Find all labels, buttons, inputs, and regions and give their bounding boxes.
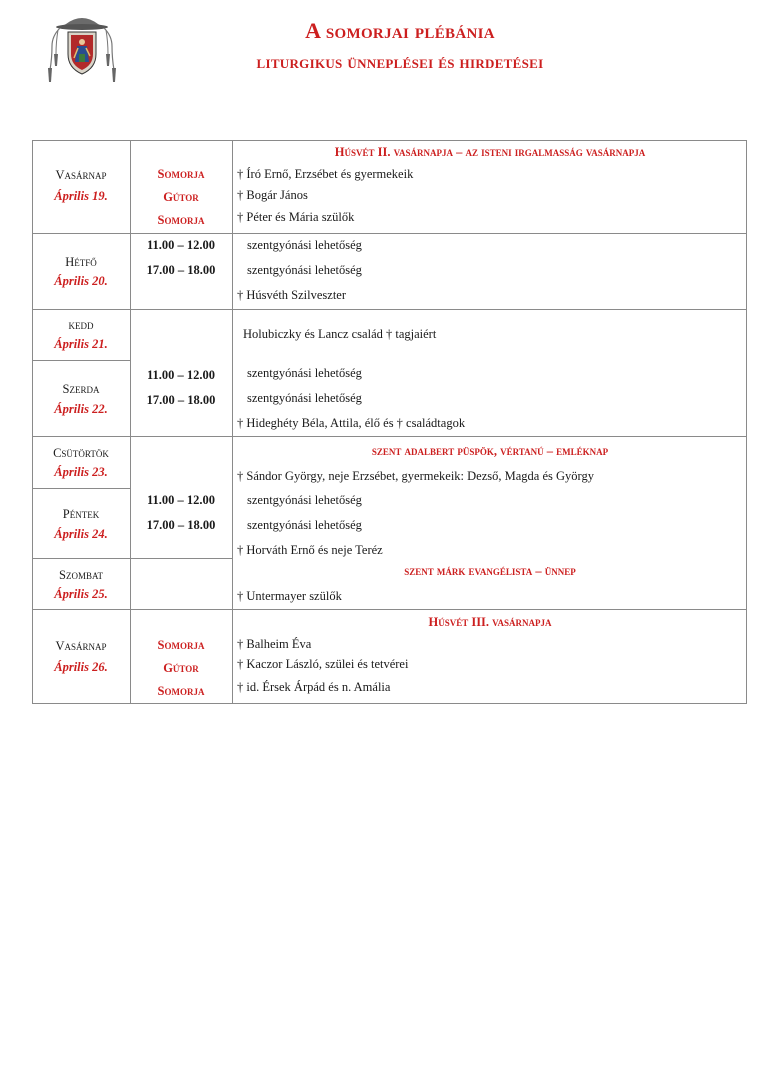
parish-subtitle: liturgikus ünneplései és hirdetései: [256, 52, 544, 72]
day-name: Péntek: [62, 507, 100, 521]
mass-place: Somorja: [157, 684, 205, 698]
time-slot: 17.00 – 18.00: [146, 263, 216, 277]
day-date: Április 22.: [54, 402, 108, 416]
day-name: Vasárnap: [55, 168, 107, 182]
mass-intention: † Húsvéth Szilveszter: [237, 288, 347, 302]
mass-place: Somorja: [157, 167, 205, 181]
feast-heading-text: szent márk evangélista – ünnep: [404, 564, 576, 578]
mass-place: Gútor: [163, 190, 199, 204]
feast-heading: [233, 614, 747, 630]
parish-crest-logo: [44, 10, 120, 84]
day-name: Vasárnap: [55, 639, 107, 653]
feast-heading: [233, 443, 747, 459]
day-name: Szerda: [62, 382, 100, 396]
feast-heading: [233, 563, 747, 579]
row-divider: [32, 436, 747, 437]
table-border-top: [32, 140, 747, 141]
confession-note: szentgyónási lehetőség: [247, 391, 362, 405]
table-border-bottom: [32, 703, 747, 704]
time-slot: 11.00 – 12.00: [146, 493, 216, 507]
day-divider: [32, 488, 130, 489]
mass-intention: † Balheim Éva: [237, 637, 312, 651]
time-slot: 11.00 – 12.00: [146, 368, 216, 382]
mass-intention: † Horváth Ernő és neje Teréz: [237, 543, 383, 557]
mass-intention: † Kaczor László, szülei és tetvérei: [237, 657, 409, 671]
day-name: Csütörtök: [53, 446, 109, 460]
day-name: Szombat: [59, 568, 103, 582]
mass-intention: † Író Ernő, Erzsébet és gyermekeik: [237, 167, 414, 181]
row-divider: [32, 233, 747, 234]
day-date: Április 20.: [54, 274, 108, 288]
day-date: Április 24.: [54, 527, 108, 541]
schedule-table: [32, 140, 747, 704]
mass-intention: † Untermayer szülők: [237, 589, 342, 603]
mass-intention: † Hideghéty Béla, Attila, élő és † családtagok: [237, 416, 466, 430]
mass-place: Gútor: [163, 661, 199, 675]
parish-title: A somorjai plébánia: [305, 18, 495, 43]
day-divider: [32, 360, 130, 361]
day-name: Hétfő: [65, 255, 97, 269]
mass-place: Somorja: [157, 213, 205, 227]
day-name: kedd: [68, 318, 94, 332]
mass-intention: † id. Érsek Árpád és n. Amália: [237, 680, 391, 694]
confession-note: szentgyónási lehetőség: [247, 366, 362, 380]
feast-heading-text: Húsvét III. vasárnapja: [428, 615, 552, 629]
time-slot: 17.00 – 18.00: [146, 518, 216, 532]
feast-heading-text: Húsvét II. vasárnapja – az isteni irgalmasság vasárnapja: [334, 145, 646, 159]
mass-intention: † Bogár János: [237, 188, 308, 202]
day-date: Április 25.: [54, 587, 108, 601]
feast-heading-text: szent adalbert püspök, vértanú – emléknap: [371, 444, 609, 458]
mass-intention: † Sándor György, neje Erzsébet, gyermekeik: Dezső, Magda és György: [237, 469, 594, 483]
feast-heading: [233, 144, 747, 160]
row-divider: [32, 309, 747, 310]
time-slot: 11.00 – 12.00: [146, 238, 216, 252]
day-date: Április 26.: [54, 660, 108, 674]
confession-note: szentgyónási lehetőség: [247, 518, 362, 532]
day-divider: [32, 558, 232, 559]
day-date: Április 21.: [54, 337, 108, 351]
mass-place: Somorja: [157, 638, 205, 652]
table-border-left: [32, 140, 33, 704]
mass-intention: Holubiczky és Lancz család † tagjaiért: [243, 327, 437, 341]
confession-note: szentgyónási lehetőség: [247, 493, 362, 507]
day-date: Április 19.: [54, 189, 108, 203]
time-slot: 17.00 – 18.00: [146, 393, 216, 407]
confession-note: szentgyónási lehetőség: [247, 238, 362, 252]
confession-note: szentgyónási lehetőség: [247, 263, 362, 277]
day-date: Április 23.: [54, 465, 108, 479]
row-divider: [32, 609, 747, 610]
mass-intention: † Péter és Mária szülők: [237, 210, 355, 224]
